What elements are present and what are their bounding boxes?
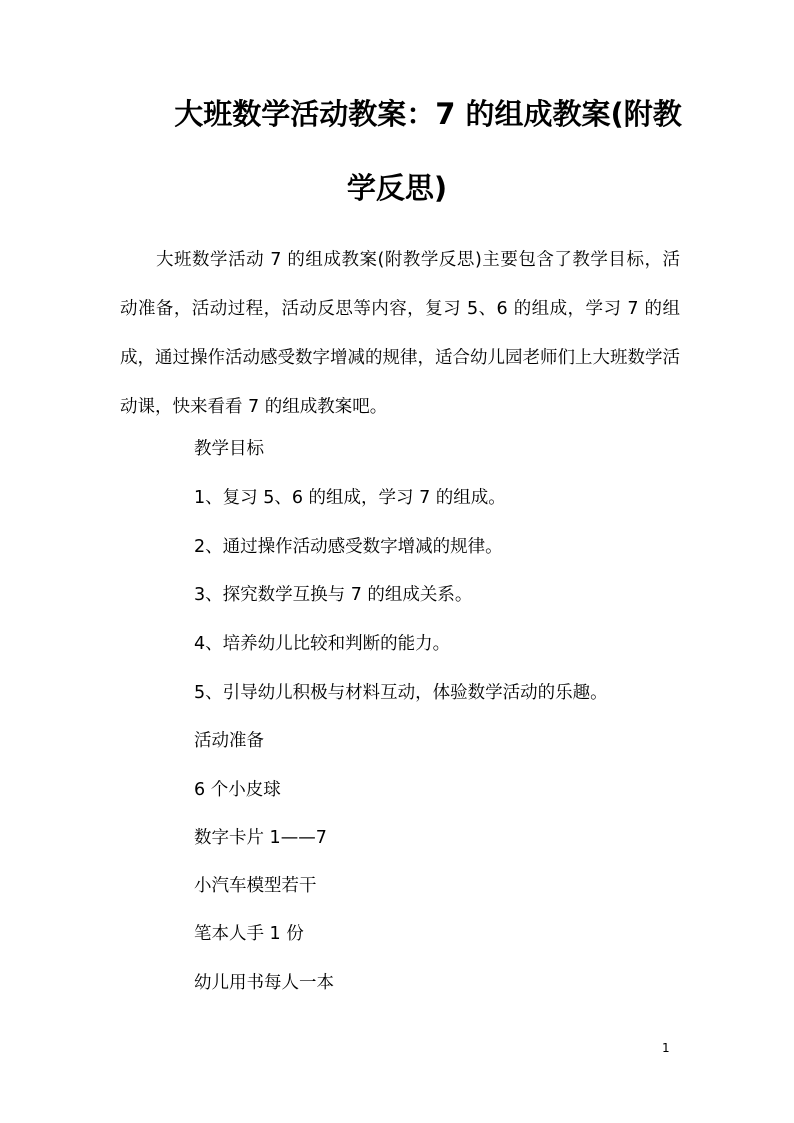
prep-item-1: 6 个小皮球	[194, 780, 281, 800]
goals-heading: 教学目标	[194, 439, 264, 459]
goal-item-3: 3、探究数学互换与 7 的组成关系。	[194, 585, 473, 605]
goal-item-2: 2、通过操作活动感受数字增减的规律。	[194, 537, 503, 557]
prep-heading: 活动准备	[194, 731, 264, 751]
prep-item-5: 幼儿用书每人一本	[194, 973, 334, 993]
document-title-line-1: 大班数学活动教案：7 的组成教案(附教	[174, 97, 682, 131]
intro-paragraph: 大班数学活动 7 的组成教案(附教学反思)主要包含了教学目标，活动准备，活动过程，活动反思等内容，复习 5、6 的组成，学习 7 的组成，通过操作活动感受数字增减的规律，适合幼儿园老师们上大班数学活动课，快来看看 7 的组成教案吧。	[120, 250, 680, 417]
prep-item-2: 数字卡片 1——7	[194, 828, 327, 848]
prep-item-4: 笔本人手 1 份	[194, 924, 304, 944]
document-title-line-2: 学反思)	[346, 171, 448, 205]
page-number: 1	[662, 1041, 670, 1055]
prep-item-3: 小汽车模型若干	[194, 876, 317, 896]
goal-item-5: 5、引导幼儿积极与材料互动，体验数学活动的乐趣。	[194, 683, 608, 703]
goal-item-1: 1、复习 5、6 的组成，学习 7 的组成。	[194, 488, 506, 508]
goal-item-4: 4、培养幼儿比较和判断的能力。	[194, 634, 451, 654]
